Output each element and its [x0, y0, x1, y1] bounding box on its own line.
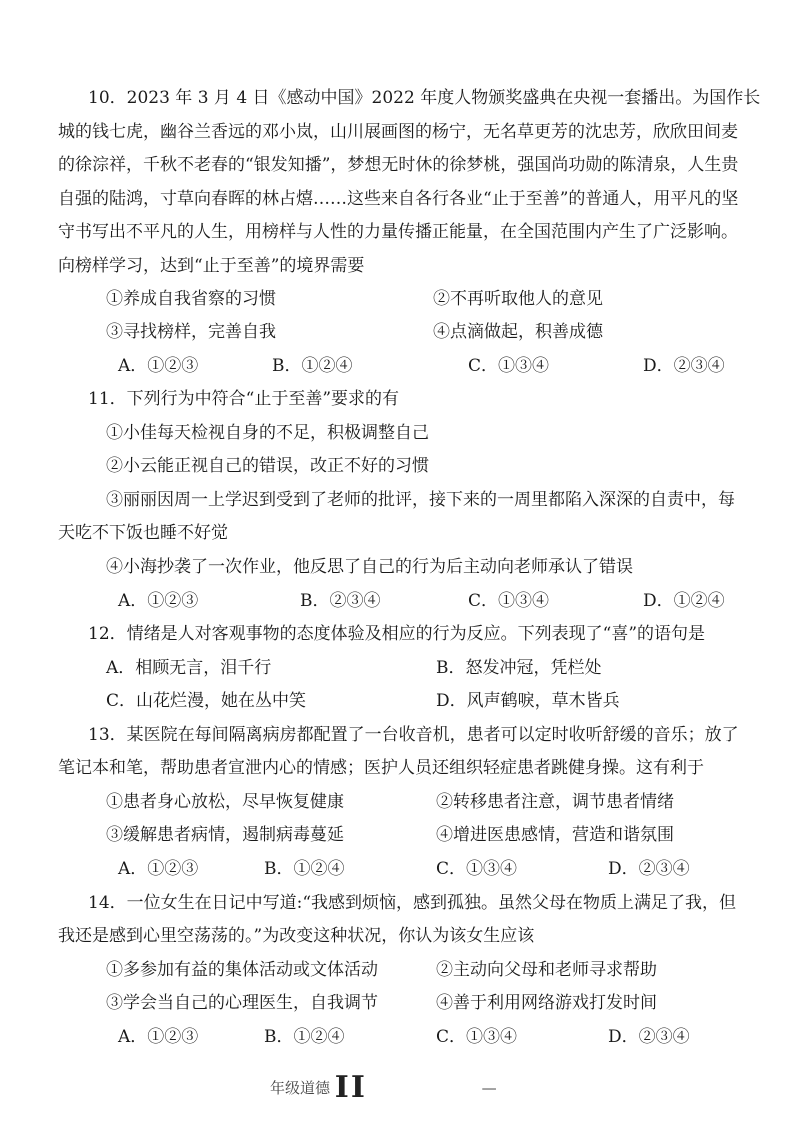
q13-item-3: ③缓解患者病情，遏制病毒蔓延: [106, 825, 344, 845]
q10-item-2: ②不再听取他人的意见: [433, 289, 603, 309]
q10-line-5: 守书写出不平凡的人生，用榜样与人性的力量传播正能量，在全国范围内产生了广泛影响。: [58, 222, 738, 242]
q10-line-2: 城的钱七虎，幽谷兰香远的邓小岚，山川展画图的杨宁，无名草更芳的沈忠芳，欣欣田间麦: [58, 122, 738, 142]
q14-item-1: ①多参加有益的集体活动或文体活动: [106, 960, 378, 980]
q12-stem: 12．情绪是人对客观事物的态度体验及相应的行为反应。下列表现了“喜”的语句是: [88, 624, 706, 644]
footer-mark: II: [334, 1070, 367, 1105]
q10-line-4: 自强的陆鸿，寸草向春晖的林占熺……这些来自各行各业“止于至善”的普通人，用平凡的坚: [58, 189, 739, 209]
q10-item-1: ①养成自我省察的习惯: [106, 289, 276, 309]
q10-choice-d: D．②③④: [643, 356, 725, 376]
footer-subject: 年级道德: [270, 1079, 331, 1097]
q14-choice-a: A．①②③: [118, 1027, 199, 1047]
q14-item-4: ④善于利用网络游戏打发时间: [436, 993, 657, 1013]
q14-choice-b: B．①②④: [264, 1027, 345, 1047]
q13-choice-c: C．①③④: [436, 859, 518, 879]
q13-choice-d: D．②③④: [608, 859, 690, 879]
q10-choice-a: A．①②③: [118, 356, 199, 376]
q13-line-2: 笔记本和笔，帮助患者宣泄内心的情感；医护人员还组织轻症患者跳健身操。这有利于: [58, 758, 704, 778]
q13-line-1: 13．某医院在每间隔离病房都配置了一台收音机，患者可以定时收听舒缓的音乐；放了: [88, 725, 739, 745]
footer-dash: —: [481, 1079, 497, 1097]
q12-choice-d: D．风声鹤唳，草木皆兵: [436, 691, 620, 711]
q11-item-3: ③丽丽因周一上学迟到受到了老师的批评，接下来的一周里都陷入深深的自责中，每: [106, 490, 735, 510]
q12-choice-b: B．怒发冲冠，凭栏处: [436, 658, 602, 678]
q11-item-2: ②小云能正视自己的错误，改正不好的习惯: [106, 456, 429, 476]
q10-choice-b: B．①②④: [272, 356, 353, 376]
q13-choice-a: A．①②③: [118, 859, 199, 879]
q14-line-2: 我还是感到心里空荡荡的。”为改变这种状况，你认为该女生应该: [58, 926, 535, 946]
q11-item-3-cont: 天吃不下饭也睡不好觉: [58, 523, 228, 543]
q14-choice-d: D．②③④: [608, 1027, 690, 1047]
q11-choice-d: D．①②④: [643, 591, 725, 611]
q11-choice-a: A．①②③: [118, 591, 199, 611]
q13-item-4: ④增进医患感情，营造和谐氛围: [436, 825, 674, 845]
q13-item-1: ①患者身心放松，尽早恢复健康: [106, 792, 344, 812]
q13-choice-b: B．①②④: [264, 859, 345, 879]
q10-choice-c: C．①③④: [468, 356, 550, 376]
q12-choice-a: A．相顾无言，泪千行: [106, 658, 272, 678]
q10-item-3: ③寻找榜样，完善自我: [106, 322, 276, 342]
q10-line-3: 的徐淙祥，千秋不老春的“银发知播”，梦想无时休的徐梦桃，强国尚功勋的陈清泉，人生贵: [58, 155, 739, 175]
q11-item-4: ④小海抄袭了一次作业，他反思了自己的行为后主动向老师承认了错误: [106, 557, 633, 577]
q14-item-2: ②主动向父母和老师寻求帮助: [436, 960, 657, 980]
q10-line-1: 10．2023 年 3 月 4 日《感动中国》2022 年度人物颁奖盛典在央视一套播出。为国作长: [88, 88, 761, 108]
q11-item-1: ①小佳每天检视自身的不足，积极调整自己: [106, 423, 429, 443]
q11-stem: 11．下列行为中符合“止于至善”要求的有: [88, 389, 400, 409]
q10-line-6: 向榜样学习，达到“止于至善”的境界需要: [58, 256, 365, 276]
q14-choice-c: C．①③④: [436, 1027, 518, 1047]
q12-choice-c: C．山花烂漫，她在丛中笑: [106, 691, 307, 711]
q13-item-2: ②转移患者注意，调节患者情绪: [436, 792, 674, 812]
q11-choice-b: B．②③④: [300, 591, 381, 611]
q14-line-1: 14．一位女生在日记中写道:“我感到烦恼，感到孤独。虽然父母在物质上满足了我，但: [88, 893, 737, 913]
q14-item-3: ③学会当自己的心理医生，自我调节: [106, 993, 378, 1013]
q10-item-4: ④点滴做起，积善成德: [433, 322, 603, 342]
page-footer: [270, 1070, 497, 1105]
q11-choice-c: C．①③④: [468, 591, 550, 611]
